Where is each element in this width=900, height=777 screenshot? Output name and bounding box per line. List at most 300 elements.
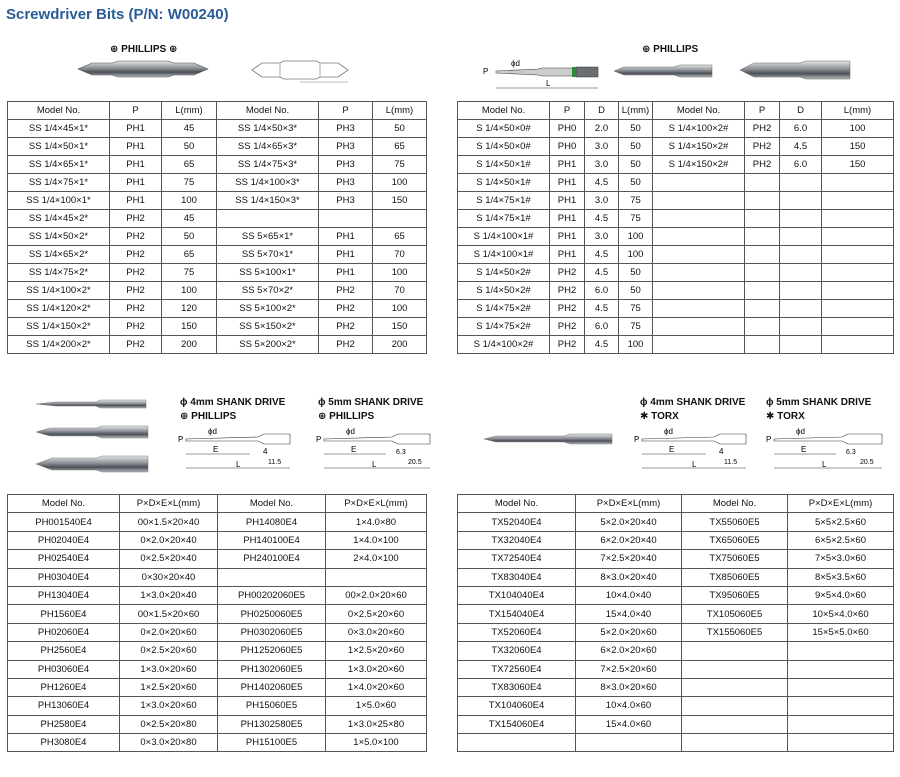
column-header: Model No. xyxy=(458,495,576,513)
table-cell: PH2 xyxy=(550,336,585,354)
diagram-115-label: 11.5 xyxy=(268,459,282,466)
table-cell: 8×5×3.5×60 xyxy=(788,568,894,586)
table-cell xyxy=(822,228,894,246)
column-header: P×D×E×L(mm) xyxy=(326,495,427,513)
table-cell: 45 xyxy=(162,210,217,228)
table-cell: 50 xyxy=(619,174,653,192)
table-cell: 50 xyxy=(619,264,653,282)
table-cell: PH1560E4 xyxy=(8,605,120,623)
table-cell: 00×2.0×20×60 xyxy=(326,586,427,604)
table-cell: TX154060E4 xyxy=(458,715,576,733)
table-cell: SS 1/4×100×3* xyxy=(217,174,319,192)
table-cell xyxy=(576,734,682,752)
shank5-right-diagram xyxy=(766,424,890,472)
table-cell: SS 1/4×50×3* xyxy=(217,120,319,138)
table-cell: 8×3.0×20×60 xyxy=(576,678,682,696)
table-cell: PH1402060E5 xyxy=(218,678,326,696)
table-cell: 5×5×2.5×60 xyxy=(788,513,894,531)
table-cell: PH2580E4 xyxy=(8,715,120,733)
table-cell: TX55060E5 xyxy=(682,513,788,531)
table-cell: PH15060E5 xyxy=(218,697,326,715)
table-cell xyxy=(822,300,894,318)
table-cell: PH2 xyxy=(110,264,162,282)
phillips-bit-image-2 xyxy=(740,60,852,80)
diagram-205-label: 20.5 xyxy=(408,459,422,466)
table-cell: SS 1/4×75×3* xyxy=(217,156,319,174)
table-cell: SS 1/4×75×2* xyxy=(8,264,110,282)
table-cell: S 1/4×100×2# xyxy=(458,336,550,354)
diagram-l-label: L xyxy=(546,79,551,88)
table-cell: 75 xyxy=(619,300,653,318)
table-cell: 1×4.0×20×60 xyxy=(326,678,427,696)
table-cell xyxy=(780,192,822,210)
table-cell: 6×2.0×20×60 xyxy=(576,642,682,660)
table-cell: TX83060E4 xyxy=(458,678,576,696)
table-cell: 50 xyxy=(373,120,427,138)
table-cell xyxy=(653,210,745,228)
table-cell xyxy=(822,246,894,264)
table-cell: 4.5 xyxy=(780,138,822,156)
table-cell xyxy=(788,715,894,733)
column-header: D xyxy=(780,102,822,120)
table-cell: TX154040E4 xyxy=(458,605,576,623)
table-cell: 100 xyxy=(822,120,894,138)
shank5-left-diagram xyxy=(316,424,438,472)
table-cell: PH2 xyxy=(550,318,585,336)
diagram-d-label: ϕd xyxy=(796,427,805,436)
table-cell xyxy=(788,734,894,752)
table-cell: PH2 xyxy=(745,156,780,174)
column-header: P xyxy=(745,102,780,120)
table-cell: 100 xyxy=(162,192,217,210)
table-cell: 1×4.0×100 xyxy=(326,531,427,549)
table-row xyxy=(458,605,894,623)
phi-symbol: ϕ xyxy=(318,397,326,408)
diagram-d-label: ϕd xyxy=(511,59,520,68)
table-cell: PH140100E4 xyxy=(218,531,326,549)
table-cell: 1×4.0×80 xyxy=(326,513,427,531)
table-row xyxy=(458,531,894,549)
table-cell xyxy=(780,228,822,246)
table-cell: 6.0 xyxy=(585,318,619,336)
table-cell: PH3 xyxy=(319,138,373,156)
shank5-left-sub: PHILLIPS xyxy=(329,411,375,422)
table-cell xyxy=(745,336,780,354)
table-cell: SS 5×70×2* xyxy=(217,282,319,300)
phillips-bit-image-1 xyxy=(614,62,714,80)
table-cell: PH2 xyxy=(110,210,162,228)
table-cell xyxy=(822,210,894,228)
table-cell: PH1302580E5 xyxy=(218,715,326,733)
table-cell xyxy=(653,336,745,354)
table-row xyxy=(8,531,427,549)
table-cell: SS 1/4×50×2* xyxy=(8,228,110,246)
diagram-d-label: ϕd xyxy=(346,427,355,436)
table-row xyxy=(458,246,894,264)
diagram-205-label: 20.5 xyxy=(860,459,874,466)
table-cell: SS 1/4×45×1* xyxy=(8,120,110,138)
table-cell: 1×2.5×20×60 xyxy=(326,642,427,660)
table-cell: PH1 xyxy=(319,264,373,282)
table-cell xyxy=(326,568,427,586)
table-cell xyxy=(788,678,894,696)
table-row xyxy=(458,228,894,246)
table-row xyxy=(8,678,427,696)
table-cell: 0×2.5×20×60 xyxy=(120,642,218,660)
table-cell xyxy=(653,300,745,318)
table-row xyxy=(8,138,427,156)
table-cell: 15×5×5.0×60 xyxy=(788,623,894,641)
column-header: Model No. xyxy=(217,102,319,120)
page-title: Screwdriver Bits (P/N: W00240) xyxy=(6,6,229,23)
table-cell: SS 1/4×100×2* xyxy=(8,282,110,300)
table-cell: S 1/4×100×1# xyxy=(458,228,550,246)
table-row xyxy=(8,550,427,568)
table-row xyxy=(8,192,427,210)
phi-symbol: ϕ xyxy=(180,397,188,408)
table-cell: 0×3.0×20×80 xyxy=(120,734,218,752)
table-cell: 1×3.0×20×40 xyxy=(120,586,218,604)
double-end-bit-image xyxy=(78,58,208,80)
table-cell: S 1/4×50×2# xyxy=(458,282,550,300)
table-cell: PH2 xyxy=(550,264,585,282)
column-header: P xyxy=(550,102,585,120)
column-header: Model No. xyxy=(8,102,110,120)
top-right-phillips-label: PHILLIPS xyxy=(653,44,699,55)
table-cell xyxy=(822,192,894,210)
table-cell: TX104060E4 xyxy=(458,697,576,715)
table-cell: PH1 xyxy=(550,192,585,210)
shank5-left-sub-wrap xyxy=(318,411,374,422)
shank5-right-sub: TORX xyxy=(777,411,805,422)
diagram-p-label: P xyxy=(316,435,322,444)
column-header: L(mm) xyxy=(619,102,653,120)
table-cell: PH1 xyxy=(110,174,162,192)
table-row xyxy=(458,642,894,660)
shank4-right-title: 4mm SHANK DRIVE xyxy=(650,397,746,408)
table-cell: PH1260E4 xyxy=(8,678,120,696)
table-cell: PH2 xyxy=(110,300,162,318)
diagram-p-label: P xyxy=(634,435,640,444)
column-header: Model No. xyxy=(8,495,120,513)
table-row xyxy=(8,174,427,192)
table-cell: 4.5 xyxy=(585,210,619,228)
phillips-s-table xyxy=(457,101,894,354)
table-cell xyxy=(788,697,894,715)
table-cell xyxy=(745,300,780,318)
table-cell: PH2 xyxy=(550,300,585,318)
table-cell: 1×3.0×20×60 xyxy=(120,697,218,715)
table-header-row xyxy=(458,102,894,120)
table-cell xyxy=(217,210,319,228)
table-cell: 0×2.0×20×40 xyxy=(120,531,218,549)
shank4-left-title: 4mm SHANK DRIVE xyxy=(190,397,286,408)
table-cell: PH3080E4 xyxy=(8,734,120,752)
table-cell: 50 xyxy=(619,156,653,174)
table-cell: S 1/4×150×2# xyxy=(653,156,745,174)
table-cell: 4.5 xyxy=(585,336,619,354)
table-row xyxy=(8,605,427,623)
shank4-right-sub: TORX xyxy=(651,411,679,422)
table-row xyxy=(458,318,894,336)
table-cell: PH2 xyxy=(745,138,780,156)
top-left-phillips-label: PHILLIPS xyxy=(121,44,167,55)
table-cell xyxy=(822,174,894,192)
table-row xyxy=(458,192,894,210)
phi-symbol: ϕ xyxy=(766,397,774,408)
table-cell xyxy=(780,264,822,282)
table-cell: 65 xyxy=(162,156,217,174)
table-cell: 2×4.0×100 xyxy=(326,550,427,568)
table-cell: PH1302060E5 xyxy=(218,660,326,678)
top-right-label-wrap xyxy=(642,44,698,55)
table-row xyxy=(458,120,894,138)
table-cell xyxy=(653,264,745,282)
table-cell xyxy=(218,568,326,586)
table-cell: 4.5 xyxy=(585,264,619,282)
table-cell: PH00202060E5 xyxy=(218,586,326,604)
table-cell: TX75060E5 xyxy=(682,550,788,568)
table-cell: PH0302060E5 xyxy=(218,623,326,641)
table-row xyxy=(458,697,894,715)
table-cell: 150 xyxy=(822,156,894,174)
table-cell: PH2 xyxy=(110,318,162,336)
table-cell: 50 xyxy=(619,282,653,300)
table-cell: PH1 xyxy=(550,174,585,192)
table-row xyxy=(8,318,427,336)
table-cell: 200 xyxy=(373,336,427,354)
table-cell: SS 1/4×45×2* xyxy=(8,210,110,228)
table-cell: 75 xyxy=(162,264,217,282)
table-cell xyxy=(682,734,788,752)
table-cell: S 1/4×50×1# xyxy=(458,156,550,174)
table-cell: 0×30×20×40 xyxy=(120,568,218,586)
table-cell: 65 xyxy=(373,228,427,246)
table-cell: 15×4.0×40 xyxy=(576,605,682,623)
table-cell: TX65060E5 xyxy=(682,531,788,549)
table-cell xyxy=(653,228,745,246)
table-cell: 100 xyxy=(373,264,427,282)
table-cell: 6×2.0×20×40 xyxy=(576,531,682,549)
table-cell: 8×3.0×20×40 xyxy=(576,568,682,586)
table-cell: 6×5×2.5×60 xyxy=(788,531,894,549)
diagram-p-label: P xyxy=(766,435,772,444)
column-header: P×D×E×L(mm) xyxy=(576,495,682,513)
shank4-left-sub-wrap xyxy=(180,411,236,422)
table-row xyxy=(458,513,894,531)
table-cell xyxy=(682,642,788,660)
table-cell: 0×2.5×20×40 xyxy=(120,550,218,568)
table-cell: PH03040E4 xyxy=(8,568,120,586)
table-cell: 100 xyxy=(619,246,653,264)
table-row xyxy=(8,586,427,604)
single-end-bit-diagram xyxy=(478,58,608,94)
shank4-left-title-wrap xyxy=(180,397,285,408)
table-cell: TX52060E4 xyxy=(458,623,576,641)
table-cell: SS 1/4×120×2* xyxy=(8,300,110,318)
table-cell: PH3 xyxy=(319,120,373,138)
table-cell: 3.0 xyxy=(585,156,619,174)
table-cell: TX155060E5 xyxy=(682,623,788,641)
table-row xyxy=(8,264,427,282)
table-cell: PH2 xyxy=(110,228,162,246)
table-cell: TX32060E4 xyxy=(458,642,576,660)
table-cell: 50 xyxy=(162,138,217,156)
table-cell xyxy=(745,282,780,300)
table-cell: 1×3.0×25×80 xyxy=(326,715,427,733)
table-cell xyxy=(822,264,894,282)
table-cell: 1×5.0×100 xyxy=(326,734,427,752)
table-cell xyxy=(745,264,780,282)
table-header-row xyxy=(8,102,427,120)
table-cell: S 1/4×100×2# xyxy=(653,120,745,138)
table-cell xyxy=(780,174,822,192)
table-cell: PH3 xyxy=(319,156,373,174)
column-header: Model No. xyxy=(218,495,326,513)
diagram-63-label: 6.3 xyxy=(846,449,856,456)
table-cell: 70 xyxy=(373,282,427,300)
table-row xyxy=(458,174,894,192)
table-cell: 4.5 xyxy=(585,300,619,318)
table-cell: PH13060E4 xyxy=(8,697,120,715)
table-cell: 6.0 xyxy=(780,156,822,174)
table-row xyxy=(8,282,427,300)
table-row xyxy=(8,228,427,246)
table-cell: PH3 xyxy=(319,174,373,192)
table-cell: PH02540E4 xyxy=(8,550,120,568)
table-cell: 150 xyxy=(373,192,427,210)
table-cell: PH2 xyxy=(319,300,373,318)
table-cell: PH1 xyxy=(319,228,373,246)
diagram-63-label: 6.3 xyxy=(396,449,406,456)
table-row xyxy=(458,568,894,586)
shank5-right-title: 5mm SHANK DRIVE xyxy=(776,397,872,408)
diagram-d-label: ϕd xyxy=(664,427,673,436)
table-cell: SS 1/4×50×1* xyxy=(8,138,110,156)
torx-shank-table xyxy=(457,494,894,752)
table-cell: S 1/4×75×2# xyxy=(458,300,550,318)
table-cell: 0×2.5×20×80 xyxy=(120,715,218,733)
table-cell: 75 xyxy=(619,318,653,336)
shank4-right-title-wrap xyxy=(640,397,745,408)
table-cell: 100 xyxy=(619,228,653,246)
table-cell: PH0 xyxy=(550,120,585,138)
table-cell: 3.0 xyxy=(585,138,619,156)
table-cell: 50 xyxy=(619,120,653,138)
table-cell: TX85060E5 xyxy=(682,568,788,586)
table-cell: 65 xyxy=(373,138,427,156)
table-cell: SS 1/4×65×2* xyxy=(8,246,110,264)
table-cell: PH2 xyxy=(319,282,373,300)
table-cell: S 1/4×75×1# xyxy=(458,210,550,228)
table-row xyxy=(458,336,894,354)
table-cell: 7×2.5×20×40 xyxy=(576,550,682,568)
shank-bits-images-left xyxy=(36,398,156,480)
table-cell: PH13040E4 xyxy=(8,586,120,604)
table-cell: SS 5×100×2* xyxy=(217,300,319,318)
table-cell xyxy=(822,318,894,336)
table-cell xyxy=(780,336,822,354)
table-cell xyxy=(745,246,780,264)
table-cell: 0×3.0×20×60 xyxy=(326,623,427,641)
table-cell: 100 xyxy=(373,300,427,318)
table-cell: PH14080E4 xyxy=(218,513,326,531)
diagram-p-label: P xyxy=(178,435,184,444)
table-cell xyxy=(745,318,780,336)
torx-symbol-icon: ✱ xyxy=(766,411,775,422)
table-row xyxy=(458,264,894,282)
table-cell: SS 5×100×1* xyxy=(217,264,319,282)
table-cell: 10×4.0×60 xyxy=(576,697,682,715)
table-cell: 4.5 xyxy=(585,246,619,264)
phillips-symbol-icon: ⊕ xyxy=(318,411,327,422)
table-cell: PH2 xyxy=(319,336,373,354)
table-cell: PH0250060E5 xyxy=(218,605,326,623)
table-cell: PH1 xyxy=(110,120,162,138)
table-cell: SS 1/4×150×2* xyxy=(8,318,110,336)
table-cell: 75 xyxy=(619,192,653,210)
table-cell: 15×4.0×60 xyxy=(576,715,682,733)
shank5-right-title-wrap xyxy=(766,397,871,408)
table-cell xyxy=(682,678,788,696)
table-row xyxy=(458,550,894,568)
table-cell: 7×5×3.0×60 xyxy=(788,550,894,568)
table-cell: PH1 xyxy=(319,246,373,264)
table-cell xyxy=(822,282,894,300)
double-end-bit-drawing xyxy=(250,58,350,84)
table-row xyxy=(8,642,427,660)
shank4-left-diagram xyxy=(178,424,298,472)
table-cell: S 1/4×50×2# xyxy=(458,264,550,282)
table-cell: TX105060E5 xyxy=(682,605,788,623)
shank4-right-sub-wrap xyxy=(640,411,679,422)
table-cell: TX72560E4 xyxy=(458,660,576,678)
table-row xyxy=(8,120,427,138)
table-row xyxy=(458,300,894,318)
table-cell: PH1 xyxy=(550,228,585,246)
table-cell: 6.0 xyxy=(585,282,619,300)
column-header: D xyxy=(585,102,619,120)
table-cell: PH1 xyxy=(550,156,585,174)
table-cell xyxy=(780,246,822,264)
table-cell: 70 xyxy=(373,246,427,264)
column-header: L(mm) xyxy=(822,102,894,120)
table-row xyxy=(458,623,894,641)
table-cell xyxy=(682,697,788,715)
table-cell: SS 1/4×200×2* xyxy=(8,336,110,354)
table-cell: TX52040E4 xyxy=(458,513,576,531)
diagram-4-label: 4 xyxy=(719,447,724,456)
table-cell: 75 xyxy=(619,210,653,228)
table-cell xyxy=(682,660,788,678)
table-row xyxy=(8,246,427,264)
table-cell: TX95060E5 xyxy=(682,586,788,604)
table-cell xyxy=(745,192,780,210)
top-left-label-wrap xyxy=(110,44,177,55)
table-cell xyxy=(373,210,427,228)
table-cell: 10×4.0×40 xyxy=(576,586,682,604)
torx-bit-image xyxy=(484,432,614,446)
table-cell: PH1 xyxy=(550,210,585,228)
column-header: P xyxy=(319,102,373,120)
table-cell xyxy=(745,228,780,246)
table-cell: TX72540E4 xyxy=(458,550,576,568)
diagram-l-label: L xyxy=(822,460,827,469)
table-row xyxy=(8,336,427,354)
table-cell xyxy=(682,715,788,733)
table-cell xyxy=(653,174,745,192)
table-row xyxy=(458,138,894,156)
